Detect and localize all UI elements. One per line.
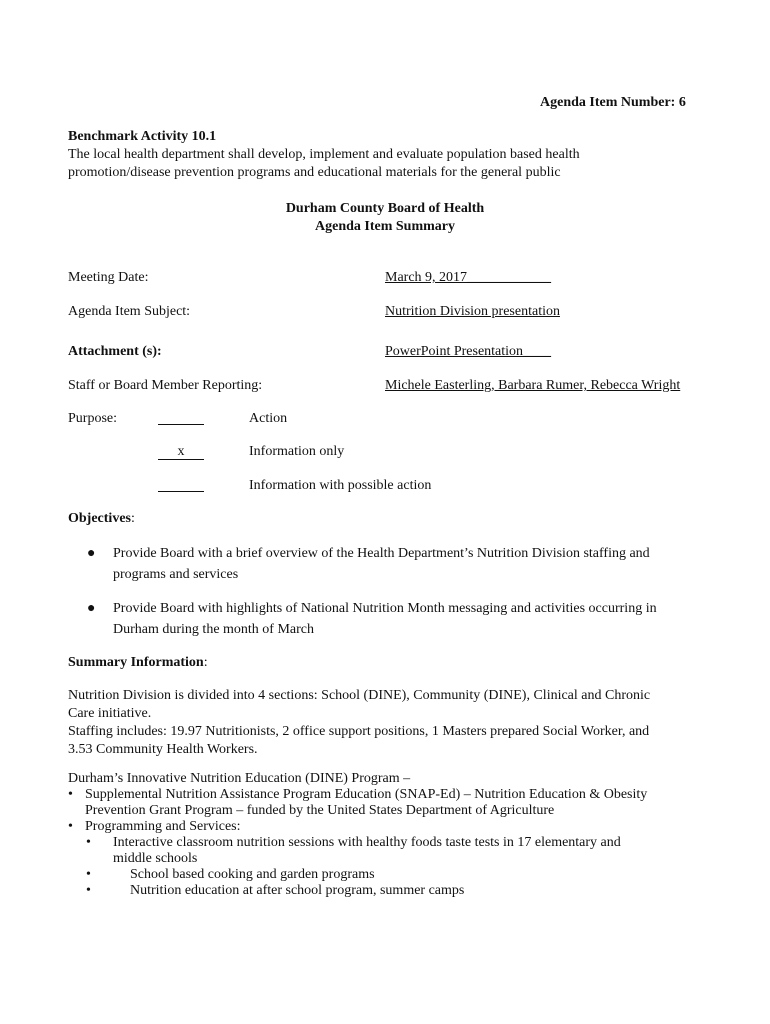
objectives-heading-text: Objectives bbox=[68, 511, 131, 526]
objective-text bbox=[113, 543, 713, 585]
benchmark-title: Benchmark Activity 10.1 bbox=[68, 129, 217, 144]
purpose-checkmark-blank bbox=[158, 410, 204, 425]
purpose-option-information-possible-action bbox=[158, 477, 204, 497]
bullet-icon: • bbox=[86, 867, 91, 882]
agenda-item-number: Agenda Item Number: 6 bbox=[540, 95, 686, 110]
meeting-date-label: Meeting Date: bbox=[68, 270, 149, 285]
summary-title: Agenda Item Summary bbox=[315, 219, 455, 234]
board-title: Durham County Board of Health bbox=[285, 201, 485, 216]
bullet-icon: • bbox=[68, 787, 73, 802]
purpose-checkmark-blank: x bbox=[158, 445, 204, 460]
dine-sub-item: Nutrition education at after school program, summer camps bbox=[130, 883, 465, 898]
benchmark-text-line1: The local health department shall develop, implement and evaluate population based health bbox=[68, 147, 580, 162]
reporting-label: Staff or Board Member Reporting: bbox=[68, 378, 263, 393]
purpose-label: Purpose: bbox=[68, 411, 117, 426]
dine-snap-line: Prevention Grant Program – funded by the United States Department of Agriculture bbox=[85, 803, 555, 818]
dine-sub-item: Interactive classroom nutrition sessions with healthy foods taste tests in 17 elementary and bbox=[113, 835, 621, 850]
agenda-subject-label: Agenda Item Subject: bbox=[68, 304, 191, 319]
summary-heading-text: Summary Information bbox=[68, 655, 204, 670]
bullet-icon: • bbox=[86, 883, 91, 898]
attachment-label: Attachment (s): bbox=[68, 344, 162, 359]
objective-line: Durham during the month of March bbox=[113, 622, 315, 637]
dine-snap-line: Supplemental Nutrition Assistance Program Education (SNAP-Ed) – Nutrition Education & Obesity bbox=[85, 787, 648, 802]
meeting-date-value: March 9, 2017____________ bbox=[385, 270, 552, 285]
purpose-checkmark-blank bbox=[158, 477, 204, 492]
purpose-option-label: Information with possible action bbox=[249, 478, 432, 493]
objectives-heading bbox=[68, 510, 135, 527]
purpose-option-information-only bbox=[158, 443, 204, 460]
summary-paragraph-line: Nutrition Division is divided into 4 sections: School (DINE), Community (DINE), Clinical and Chronic bbox=[68, 688, 651, 703]
agenda-subject-value: Nutrition Division presentation bbox=[385, 304, 560, 319]
objectives-heading-colon: : bbox=[130, 511, 135, 526]
summary-paragraph-line: 3.53 Community Health Workers. bbox=[68, 742, 258, 757]
purpose-option-action bbox=[158, 410, 204, 430]
reporting-value: Michele Easterling, Barbara Rumer, Rebecca Wright bbox=[385, 378, 681, 393]
objective-line: Provide Board with highlights of National Nutrition Month messaging and activities occurring in bbox=[113, 601, 657, 616]
dine-sub-item: School based cooking and garden programs bbox=[130, 867, 375, 882]
bullet-icon: ● bbox=[87, 546, 96, 561]
purpose-option-label: Information only bbox=[249, 444, 345, 459]
objective-line: programs and services bbox=[113, 567, 239, 582]
attachment-value: PowerPoint Presentation____ bbox=[385, 344, 552, 359]
dine-intro: Durham’s Innovative Nutrition Education (DINE) Program – bbox=[68, 771, 411, 786]
bullet-icon: • bbox=[86, 835, 91, 850]
summary-heading bbox=[68, 654, 208, 671]
bullet-icon: ● bbox=[87, 601, 96, 616]
summary-paragraph-line: Staffing includes: 19.97 Nutritionists, 2 office support positions, 1 Masters prepared Social Worker, and bbox=[68, 724, 650, 739]
purpose-option-label: Action bbox=[249, 411, 288, 426]
bullet-icon: • bbox=[68, 819, 73, 834]
summary-paragraph-line: Care initiative. bbox=[68, 706, 152, 721]
dine-sub-item: middle schools bbox=[113, 851, 198, 866]
objective-line: Provide Board with a brief overview of the Health Department’s Nutrition Division staffing and bbox=[113, 546, 650, 561]
benchmark-text-line2: promotion/disease prevention programs and educational materials for the general public bbox=[68, 165, 561, 180]
objective-text bbox=[113, 598, 713, 640]
summary-heading-colon: : bbox=[203, 655, 208, 670]
dine-programming: Programming and Services: bbox=[85, 819, 241, 834]
